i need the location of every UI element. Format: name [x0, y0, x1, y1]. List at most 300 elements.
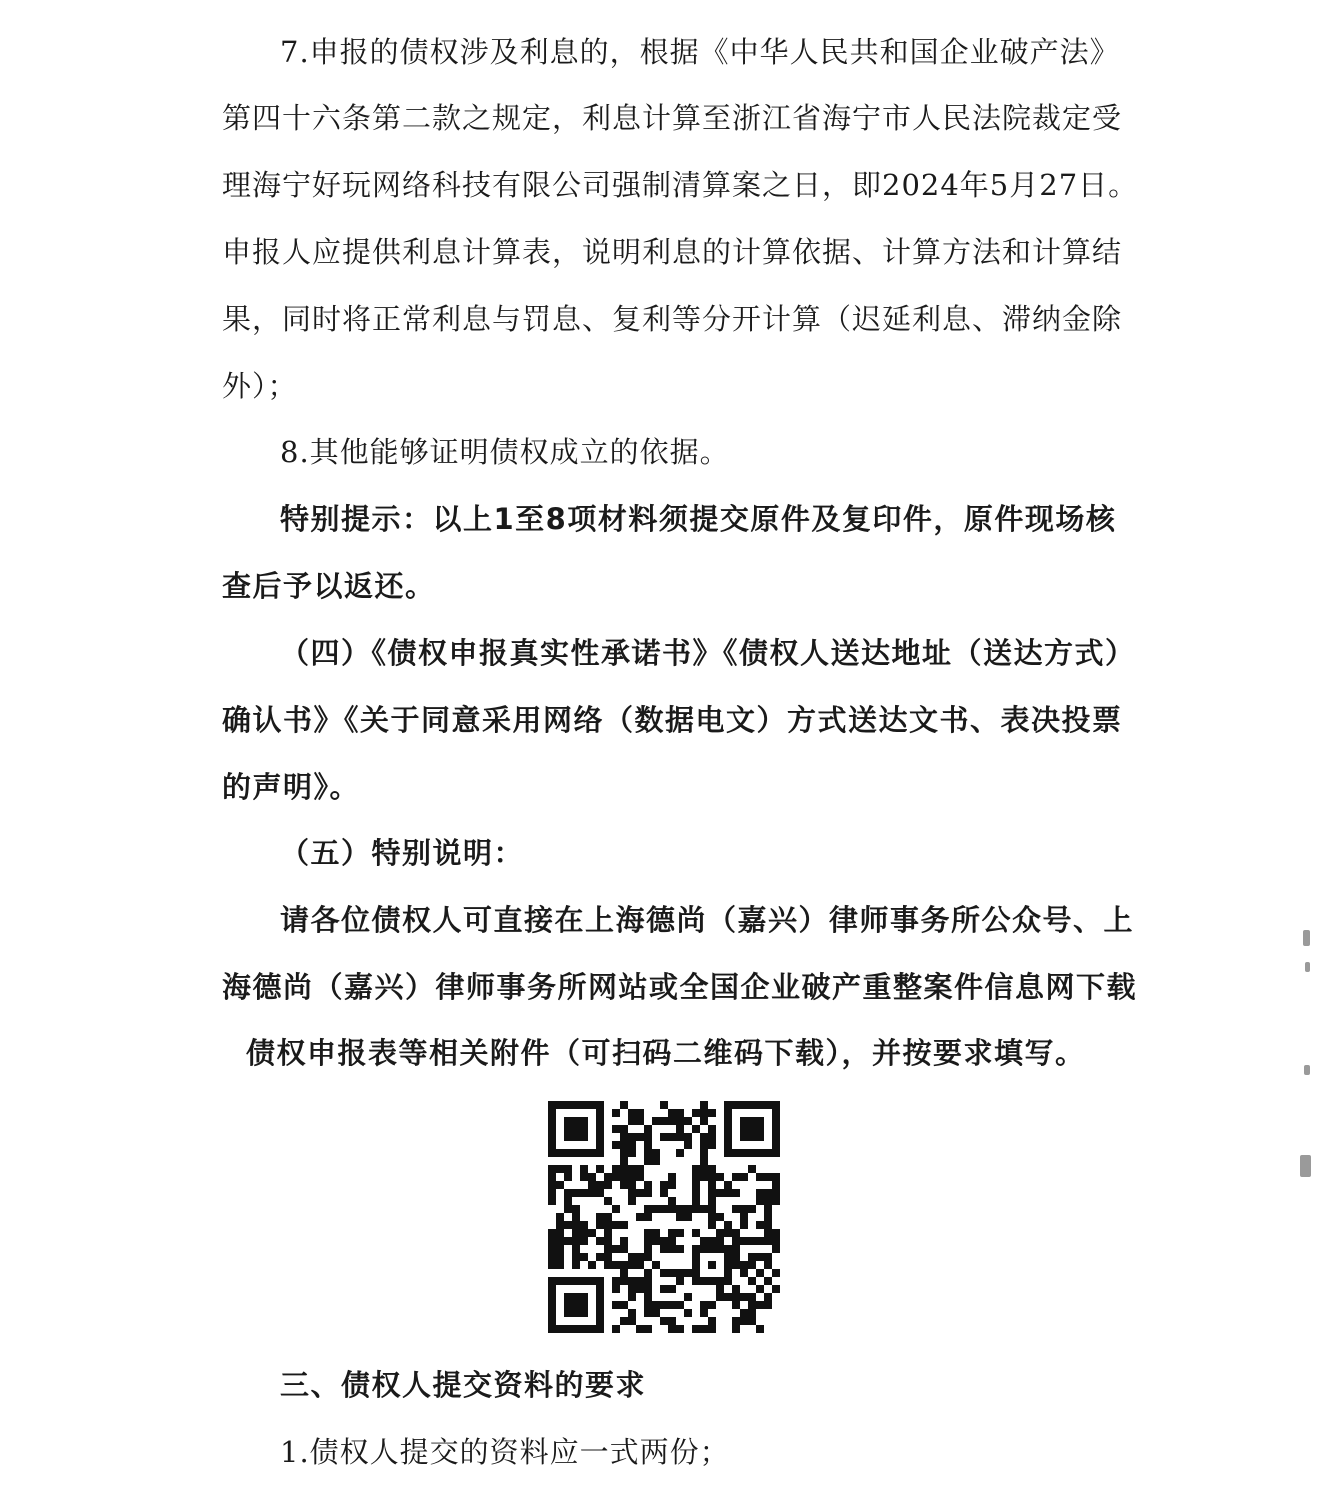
qr-module — [564, 1277, 572, 1285]
qr-module — [636, 1117, 644, 1125]
qr-module — [572, 1245, 580, 1253]
qr-module — [652, 1309, 660, 1317]
qr-module — [748, 1293, 756, 1301]
qr-module — [764, 1229, 772, 1237]
qr-module — [580, 1237, 588, 1245]
qr-module — [748, 1205, 756, 1213]
qr-module — [580, 1221, 588, 1229]
qr-module — [740, 1221, 748, 1229]
qr-module — [572, 1293, 580, 1301]
qr-module — [668, 1317, 676, 1325]
qr-module — [708, 1165, 716, 1173]
qr-module — [740, 1293, 748, 1301]
qr-module — [644, 1325, 652, 1333]
qr-module — [676, 1125, 684, 1133]
qr-module — [652, 1149, 660, 1157]
qr-module — [572, 1229, 580, 1237]
qr-module — [596, 1293, 604, 1301]
qr-module — [620, 1157, 628, 1165]
qr-module — [740, 1309, 748, 1317]
qr-module — [572, 1189, 580, 1197]
qr-module — [556, 1213, 564, 1221]
qr-module — [660, 1245, 668, 1253]
qr-module — [612, 1109, 620, 1117]
qr-module — [740, 1101, 748, 1109]
qr-module — [660, 1301, 668, 1309]
qr-module — [668, 1205, 676, 1213]
qr-module — [596, 1149, 604, 1157]
qr-module — [708, 1133, 716, 1141]
qr-module — [668, 1117, 676, 1125]
qr-module — [668, 1109, 676, 1117]
qr-module — [580, 1101, 588, 1109]
qr-module — [724, 1269, 732, 1277]
qr-module — [740, 1149, 748, 1157]
qr-module — [548, 1325, 556, 1333]
qr-module — [676, 1277, 684, 1285]
qr-module — [740, 1237, 748, 1245]
qr-module — [764, 1261, 772, 1269]
qr-module — [748, 1317, 756, 1325]
qr-module — [572, 1253, 580, 1261]
qr-module — [628, 1277, 636, 1285]
qr-module — [660, 1133, 668, 1141]
qr-module — [564, 1301, 572, 1309]
qr-module — [580, 1165, 588, 1173]
qr-module — [596, 1165, 604, 1173]
qr-module — [556, 1277, 564, 1285]
qr-module — [748, 1253, 756, 1261]
qr-module — [548, 1197, 556, 1205]
qr-module — [692, 1125, 700, 1133]
qr-module — [684, 1141, 692, 1149]
qr-module — [668, 1237, 676, 1245]
qr-module — [748, 1125, 756, 1133]
qr-module — [692, 1269, 700, 1277]
qr-module — [676, 1109, 684, 1117]
paragraph-line: 理海宁好玩网络科技有限公司强制清算案之日，即2024年5月27日。 — [222, 168, 1139, 202]
qr-module — [684, 1269, 692, 1277]
qr-module — [572, 1325, 580, 1333]
qr-module — [628, 1165, 636, 1173]
qr-module — [564, 1293, 572, 1301]
qr-module — [756, 1285, 764, 1293]
qr-module — [692, 1173, 700, 1181]
qr-module — [572, 1277, 580, 1285]
qr-module — [620, 1237, 628, 1245]
qr-module — [644, 1269, 652, 1277]
qr-module — [764, 1221, 772, 1229]
qr-module — [596, 1309, 604, 1317]
qr-module — [644, 1293, 652, 1301]
qr-module — [644, 1301, 652, 1309]
scan-edge-mark — [1304, 1065, 1310, 1075]
qr-module — [748, 1301, 756, 1309]
qr-module — [628, 1317, 636, 1325]
qr-module — [564, 1117, 572, 1125]
qr-module — [732, 1285, 740, 1293]
qr-module — [628, 1149, 636, 1157]
qr-module — [660, 1181, 668, 1189]
qr-module — [700, 1309, 708, 1317]
qr-module — [756, 1269, 764, 1277]
qr-module — [756, 1325, 764, 1333]
scan-edge-mark — [1305, 962, 1310, 972]
qr-module — [684, 1293, 692, 1301]
qr-module — [668, 1301, 676, 1309]
paragraph-line: 第四十六条第二款之规定，利息计算至浙江省海宁市人民法院裁定受 — [222, 101, 1123, 135]
qr-module — [580, 1133, 588, 1141]
qr-module — [620, 1317, 628, 1325]
qr-module — [740, 1133, 748, 1141]
qr-module — [724, 1117, 732, 1125]
qr-module — [572, 1149, 580, 1157]
qr-module — [556, 1261, 564, 1269]
qr-module — [564, 1149, 572, 1157]
qr-module — [716, 1237, 724, 1245]
qr-module — [652, 1157, 660, 1165]
qr-module — [564, 1165, 572, 1173]
qr-module — [636, 1277, 644, 1285]
qr-module — [740, 1261, 748, 1269]
qr-module — [604, 1237, 612, 1245]
qr-module — [708, 1205, 716, 1213]
qr-module — [700, 1117, 708, 1125]
qr-module — [580, 1173, 588, 1181]
qr-module — [708, 1325, 716, 1333]
qr-module — [596, 1325, 604, 1333]
qr-module — [700, 1325, 708, 1333]
qr-module — [732, 1149, 740, 1157]
qr-module — [588, 1181, 596, 1189]
qr-module — [620, 1101, 628, 1109]
qr-module — [668, 1229, 676, 1237]
qr-module — [724, 1141, 732, 1149]
qr-module — [724, 1133, 732, 1141]
qr-module — [692, 1277, 700, 1285]
qr-module — [692, 1253, 700, 1261]
qr-module — [636, 1189, 644, 1197]
qr-module — [732, 1325, 740, 1333]
qr-module — [612, 1141, 620, 1149]
qr-module — [628, 1253, 636, 1261]
qr-module — [668, 1269, 676, 1277]
qr-module — [564, 1173, 572, 1181]
qr-module — [636, 1325, 644, 1333]
qr-module — [588, 1189, 596, 1197]
qr-module — [652, 1117, 660, 1125]
qr-module — [612, 1261, 620, 1269]
qr-module — [604, 1261, 612, 1269]
qr-module — [596, 1133, 604, 1141]
qr-module — [620, 1301, 628, 1309]
qr-module — [764, 1293, 772, 1301]
qr-module — [620, 1261, 628, 1269]
qr-module — [740, 1269, 748, 1277]
qr-module — [612, 1165, 620, 1173]
qr-module — [548, 1309, 556, 1317]
qr-module — [612, 1205, 620, 1213]
qr-module — [764, 1277, 772, 1285]
qr-module — [644, 1277, 652, 1285]
qr-module — [708, 1181, 716, 1189]
qr-module — [708, 1125, 716, 1133]
qr-module — [620, 1165, 628, 1173]
qr-module — [636, 1285, 644, 1293]
qr-module — [708, 1317, 716, 1325]
qr-module — [732, 1173, 740, 1181]
qr-module — [548, 1109, 556, 1117]
qr-module — [620, 1133, 628, 1141]
qr-module — [564, 1237, 572, 1245]
qr-module — [580, 1149, 588, 1157]
qr-module — [596, 1181, 604, 1189]
qr-module — [556, 1149, 564, 1157]
qr-module — [580, 1309, 588, 1317]
qr-module — [572, 1301, 580, 1309]
qr-module — [732, 1253, 740, 1261]
qr-module — [708, 1221, 716, 1229]
qr-module — [700, 1277, 708, 1285]
qr-module — [588, 1325, 596, 1333]
qr-module — [692, 1181, 700, 1189]
qr-module — [580, 1253, 588, 1261]
qr-module — [628, 1181, 636, 1189]
qr-module — [660, 1101, 668, 1109]
qr-module — [764, 1189, 772, 1197]
qr-module — [660, 1269, 668, 1277]
qr-module — [572, 1205, 580, 1213]
qr-module — [724, 1261, 732, 1269]
qr-module — [548, 1229, 556, 1237]
qr-module — [716, 1173, 724, 1181]
qr-module — [620, 1149, 628, 1157]
qr-module — [572, 1101, 580, 1109]
qr-module — [596, 1117, 604, 1125]
qr-module — [572, 1309, 580, 1317]
qr-module — [684, 1205, 692, 1213]
qr-module — [628, 1109, 636, 1117]
qr-module — [772, 1141, 780, 1149]
qr-module — [556, 1245, 564, 1253]
qr-module — [620, 1141, 628, 1149]
qr-module — [564, 1133, 572, 1141]
qr-module — [732, 1205, 740, 1213]
qr-module — [756, 1197, 764, 1205]
qr-module — [740, 1117, 748, 1125]
qr-module — [652, 1237, 660, 1245]
qr-module — [708, 1277, 716, 1285]
qr-module — [596, 1141, 604, 1149]
qr-module — [676, 1213, 684, 1221]
qr-module — [548, 1181, 556, 1189]
qr-module — [724, 1277, 732, 1285]
qr-module — [572, 1261, 580, 1269]
qr-module — [548, 1317, 556, 1325]
qr-module — [580, 1125, 588, 1133]
qr-module — [772, 1189, 780, 1197]
qr-module — [612, 1173, 620, 1181]
qr-module — [620, 1125, 628, 1133]
qr-module — [564, 1325, 572, 1333]
section-five-heading: （五）特别说明： — [280, 836, 525, 870]
qr-module — [772, 1117, 780, 1125]
qr-module — [676, 1269, 684, 1277]
qr-module — [732, 1237, 740, 1245]
qr-module — [548, 1125, 556, 1133]
qr-module — [692, 1261, 700, 1269]
qr-module — [708, 1237, 716, 1245]
qr-module — [620, 1221, 628, 1229]
qr-module — [596, 1285, 604, 1293]
qr-module — [716, 1213, 724, 1221]
qr-module — [644, 1285, 652, 1293]
qr-module — [764, 1301, 772, 1309]
qr-module — [604, 1221, 612, 1229]
qr-module — [548, 1149, 556, 1157]
qr-module — [724, 1149, 732, 1157]
qr-module — [636, 1109, 644, 1117]
qr-module — [636, 1253, 644, 1261]
qr-module — [548, 1165, 556, 1173]
qr-module — [676, 1205, 684, 1213]
qr-module — [740, 1125, 748, 1133]
qr-module — [756, 1253, 764, 1261]
paragraph-line: 果，同时将正常利息与罚息、复利等分开计算（迟延利息、滞纳金除 — [222, 302, 1123, 336]
qr-module — [644, 1133, 652, 1141]
qr-module — [772, 1133, 780, 1141]
qr-module — [652, 1301, 660, 1309]
special-notice-line: 查后予以返还。 — [222, 569, 436, 603]
qr-module — [668, 1173, 676, 1181]
qr-module — [772, 1181, 780, 1189]
qr-module — [580, 1301, 588, 1309]
qr-module — [548, 1261, 556, 1269]
qr-module — [660, 1189, 668, 1197]
qr-module — [724, 1189, 732, 1197]
qr-module — [676, 1301, 684, 1309]
qr-module — [700, 1237, 708, 1245]
qr-module — [596, 1221, 604, 1229]
qr-module — [604, 1213, 612, 1221]
qr-module — [556, 1325, 564, 1333]
qr-module — [716, 1285, 724, 1293]
qr-module — [628, 1285, 636, 1293]
qr-module — [556, 1101, 564, 1109]
qr-module — [644, 1309, 652, 1317]
qr-module — [564, 1221, 572, 1229]
qr-module — [644, 1205, 652, 1213]
qr-module — [548, 1277, 556, 1285]
qr-module — [548, 1237, 556, 1245]
qr-module — [692, 1197, 700, 1205]
qr-module — [548, 1117, 556, 1125]
qr-module — [588, 1173, 596, 1181]
qr-module — [644, 1141, 652, 1149]
qr-module — [764, 1149, 772, 1157]
qr-module — [748, 1277, 756, 1285]
qr-module — [548, 1253, 556, 1261]
qr-module — [716, 1189, 724, 1197]
qr-module — [764, 1205, 772, 1213]
qr-module — [708, 1109, 716, 1117]
paragraph-line: 申报人应提供利息计算表，说明利息的计算依据、计算方法和计算结 — [222, 235, 1123, 269]
qr-module — [748, 1101, 756, 1109]
qr-module — [748, 1309, 756, 1317]
qr-module — [756, 1301, 764, 1309]
qr-module — [772, 1269, 780, 1277]
qr-module — [708, 1141, 716, 1149]
qr-module — [652, 1229, 660, 1237]
qr-module — [748, 1261, 756, 1269]
qr-module — [668, 1285, 676, 1293]
qr-module — [548, 1133, 556, 1141]
qr-module — [700, 1173, 708, 1181]
qr-module — [644, 1229, 652, 1237]
qr-module — [676, 1229, 684, 1237]
qr-module — [556, 1181, 564, 1189]
qr-module — [652, 1261, 660, 1269]
qr-module — [580, 1189, 588, 1197]
qr-module — [708, 1245, 716, 1253]
qr-module — [612, 1325, 620, 1333]
qr-module — [724, 1109, 732, 1117]
qr-module — [700, 1141, 708, 1149]
qr-module — [564, 1101, 572, 1109]
qr-module — [580, 1117, 588, 1125]
qr-module — [548, 1101, 556, 1109]
qr-module — [596, 1125, 604, 1133]
qr-module — [636, 1261, 644, 1269]
qr-code-icon[interactable] — [548, 1101, 780, 1333]
qr-module — [548, 1293, 556, 1301]
section-four-line: 确认书》《关于同意采用网络（数据电文）方式送达文书、表决投票 — [222, 703, 1123, 737]
qr-module — [772, 1109, 780, 1117]
qr-module — [620, 1173, 628, 1181]
qr-module — [700, 1205, 708, 1213]
qr-module — [628, 1173, 636, 1181]
qr-module — [548, 1301, 556, 1309]
qr-module — [764, 1101, 772, 1109]
qr-module — [636, 1213, 644, 1221]
qr-module — [604, 1181, 612, 1189]
qr-module — [620, 1181, 628, 1189]
qr-module — [612, 1285, 620, 1293]
qr-module — [700, 1101, 708, 1109]
qr-module — [724, 1101, 732, 1109]
qr-module — [756, 1117, 764, 1125]
paragraph-line: 1.债权人提交的资料应一式两份； — [280, 1435, 730, 1469]
qr-module — [732, 1101, 740, 1109]
qr-module — [756, 1125, 764, 1133]
qr-module — [596, 1253, 604, 1261]
qr-module — [692, 1109, 700, 1117]
qr-module — [668, 1181, 676, 1189]
qr-module — [668, 1245, 676, 1253]
qr-module — [692, 1229, 700, 1237]
qr-module — [740, 1173, 748, 1181]
qr-module — [564, 1189, 572, 1197]
qr-module — [660, 1205, 668, 1213]
qr-module — [620, 1277, 628, 1285]
qr-module — [724, 1181, 732, 1189]
qr-module — [692, 1245, 700, 1253]
qr-module — [644, 1253, 652, 1261]
qr-module — [588, 1261, 596, 1269]
qr-module — [756, 1149, 764, 1157]
qr-module — [676, 1325, 684, 1333]
qr-module — [716, 1277, 724, 1285]
